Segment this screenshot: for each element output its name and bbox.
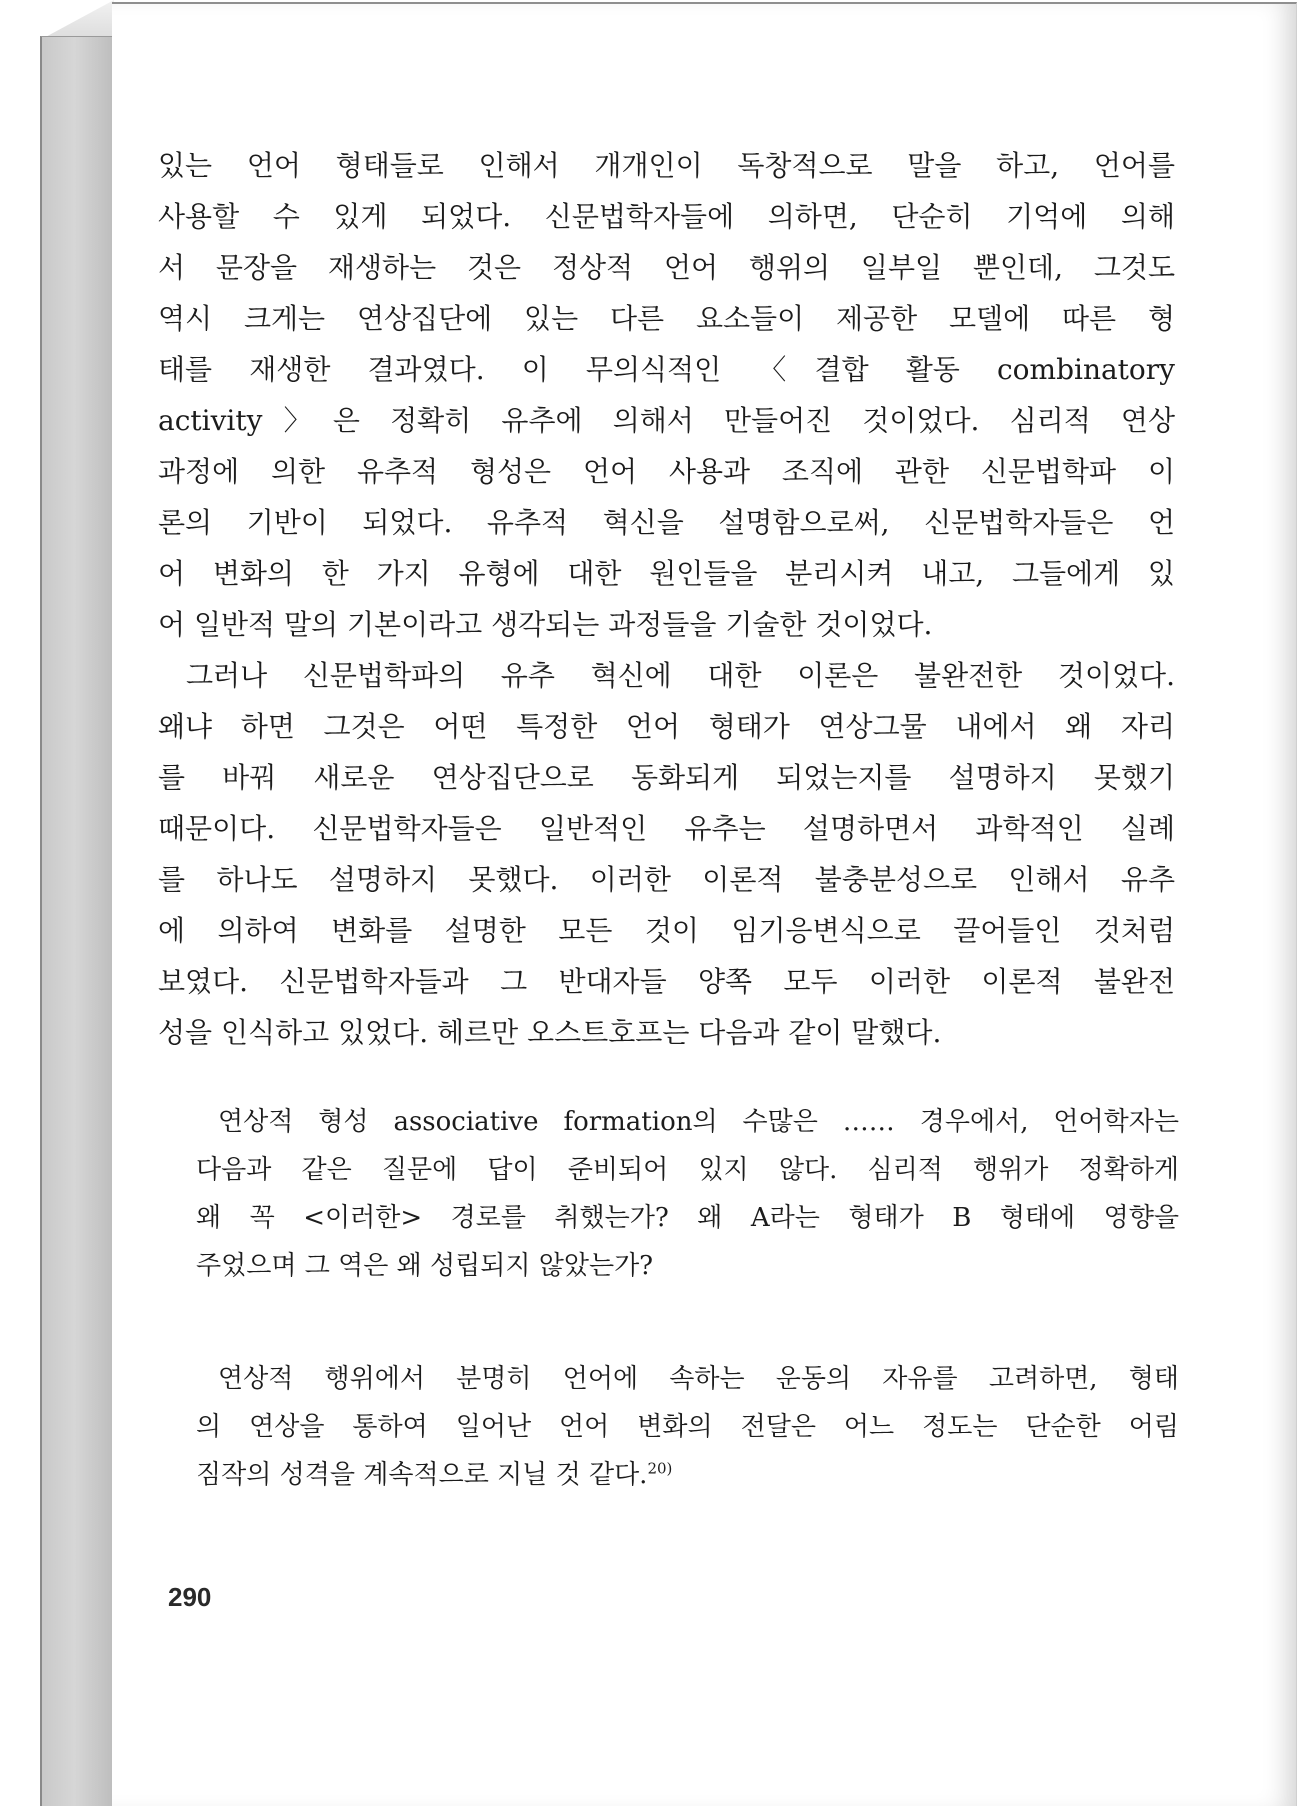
quote-line-text: 짐작의 성격을 계속적으로 지닐 것 같다.: [196, 1460, 648, 1490]
page-number: 290: [168, 1582, 212, 1612]
block-quote-continued: [196, 1355, 1179, 1499]
book-spine: [40, 36, 114, 1806]
text-line: 를 하나도 설명하지 못했다. 이러한 이론적 불충분성으로 인해서 유추: [158, 863, 1175, 896]
text-line: 보였다. 신문법학자들과 그 반대자들 양쪽 모두 이러한 이론적 불완전: [158, 965, 1175, 998]
text-line: 그러나 신문법학파의 유추 혁신에 대한 이론은 불완전한 것이었다.: [186, 659, 1175, 692]
book-top-edge: [40, 0, 114, 40]
text-line: 에 의하여 변화를 설명한 모든 것이 임기응변식으로 끌어들인 것처럼: [158, 914, 1175, 947]
text-line: 어 일반적 말의 기본이라고 생각되는 과정들을 기술한 것이었다.: [158, 608, 933, 641]
text-line: 성을 인식하고 있었다. 헤르만 오스트호프는 다음과 같이 말했다.: [158, 1016, 942, 1049]
text-line: 있는 언어 형태들로 인해서 개개인이 독창적으로 말을 하고, 언어를: [158, 149, 1175, 182]
text-line: 태를 재생한 결과였다. 이 무의식적인 〈결합 활동 combinatory: [158, 353, 1175, 386]
quote-line: 다음과 같은 질문에 답이 준비되어 있지 않다. 심리적 행위가 정확하게: [196, 1155, 1179, 1185]
text-line: activity〉은 정확히 유추에 의해서 만들어진 것이었다. 심리적 연상: [158, 404, 1175, 437]
quote-line: 주었으며 그 역은 왜 성립되지 않았는가?: [196, 1251, 654, 1281]
text-line: 를 바꿔 새로운 연상집단으로 동화되게 되었는지를 설명하지 못했기: [158, 761, 1175, 794]
footnote-reference: 20): [647, 1459, 673, 1478]
quote-line: 의 연상을 통하여 일어난 언어 변화의 전달은 어느 정도는 단순한 어림: [196, 1412, 1179, 1442]
text-line: 서 문장을 재생하는 것은 정상적 언어 행위의 일부일 뿐인데, 그것도: [158, 251, 1175, 284]
quote-line: [196, 1451, 1179, 1499]
body-text: [158, 140, 1175, 1058]
block-quote: [196, 1098, 1179, 1290]
quote-line: 연상적 형성 associative formation의 수많은 …… 경우에서, 언어학자는: [218, 1107, 1179, 1137]
text-line: 어 변화의 한 가지 유형에 대한 원인들을 분리시켜 내고, 그들에게 있: [158, 557, 1175, 590]
quote-line: 연상적 행위에서 분명히 언어에 속하는 운동의 자유를 고려하면, 형태: [218, 1364, 1179, 1394]
quote-line: 왜 꼭 <이러한> 경로를 취했는가? 왜 A라는 형태가 B 형태에 영향을: [196, 1203, 1179, 1233]
text-line: 왜냐 하면 그것은 어떤 특정한 언어 형태가 연상그물 내에서 왜 자리: [158, 710, 1175, 743]
text-line: 사용할 수 있게 되었다. 신문법학자들에 의하면, 단순히 기억에 의해: [158, 200, 1175, 233]
text-line: 과정에 의한 유추적 형성은 언어 사용과 조직에 관한 신문법학파 이: [158, 455, 1175, 488]
text-line: 때문이다. 신문법학자들은 일반적인 유추는 설명하면서 과학적인 실례: [158, 812, 1175, 845]
text-line: 론의 기반이 되었다. 유추적 혁신을 설명함으로써, 신문법학자들은 언: [158, 506, 1175, 539]
text-line: 역시 크게는 연상집단에 있는 다른 요소들이 제공한 모델에 따른 형: [158, 302, 1175, 335]
